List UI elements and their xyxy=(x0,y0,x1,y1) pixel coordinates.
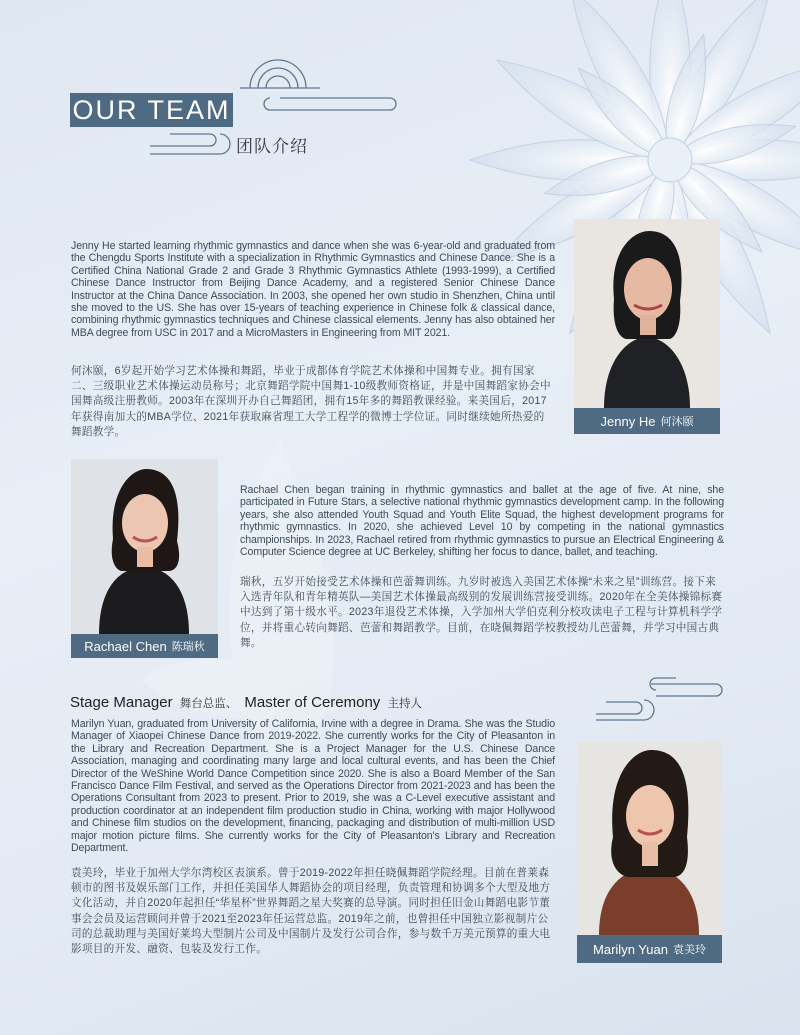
rachael-nameplate xyxy=(71,634,218,658)
role-stage-manager-cn: 舞台总监、 xyxy=(179,698,238,710)
jenny-name: Jenny He xyxy=(600,413,656,429)
stage-manager-heading xyxy=(70,694,425,711)
jenny-nameplate xyxy=(574,408,720,434)
marilyn-nameplate xyxy=(577,935,722,963)
cloud-line-decoration-bottom xyxy=(596,674,736,724)
role-master-of-ceremony: Master of Ceremony xyxy=(244,694,381,711)
marilyn-name: Marilyn Yuan xyxy=(593,941,668,957)
page-subtitle: 团队介绍 xyxy=(236,137,308,156)
marilyn-photo xyxy=(577,742,722,935)
jenny-photo xyxy=(574,219,720,408)
rachael-bio-en: Rachael Chen began training in rhythmic gymnastics and ballet at the age of five. At nine, she participated in Future Stars, a selective national rhythmic gymnastics development camp. In the following years, she also attended Youth Squad and Youth Elite Squad, the highest development programs for rhythmic gymnastics. In 2020, she achieved Level 10 by competing in the national gymnastics championships. In 2023, Rachael retired from rhythmic gymnastics to pursue an Electrical Engineering & Computer Science degree at UC Berkeley, shifting her focus to dance, ballet, and teaching. xyxy=(240,484,724,559)
rachael-photo xyxy=(71,459,218,634)
jenny-bio-en: Jenny He started learning rhythmic gymnastics and dance when she was 6-year-old and graduated from the Chengdu Sports Institute with a specialization in Rhythmic Gymnastics and Chinese Dance. She is a Certified China National Grade 2 and Grade 3 Rhythmic Gymnastics Athlete (1993-1999), a Certified Chinese Dance Instructor from Beijing Dance Academy, and a registered Senior Chinese Dance Instructor at the China Dance Association. In 2003, she opened her own studio in Shenzhen, China until she moved to the US. She has over 15-years of teaching experience in Chinese folk & classical dance, combining rhythmic gymnastics techniques and Chinese classical elements. Jenny has also obtained her MBA degree from USC in 2017 and a MicroMasters in Engineering from MIT 2021. xyxy=(71,240,555,339)
rachael-name-cn: 陈瑞秋 xyxy=(171,641,205,653)
rachael-name: Rachael Chen xyxy=(84,638,167,654)
jenny-name-cn: 何沐颐 xyxy=(660,416,694,428)
rachael-bio-cn: 瑞秋，五岁开始接受艺术体操和芭蕾舞训练。九岁时被选入美国艺术体操“未来之星”训练营。接下来入选青年队和青年精英队—美国艺术体操最高级别的发展训练营接受训练。2020年在全美体操锦标赛中达到了第十级水平。2023年退役艺术体操，入学加州大学伯克利分校攻读电子工程与计算机科学学位，并将重心转向舞蹈、芭蕾和舞蹈教学。目前，在晓佩舞蹈学校教授幼儿芭蕾舞，并学习中国古典舞。 xyxy=(240,576,723,649)
jenny-bio-cn: 何沐颐，6岁起开始学习艺术体操和舞蹈，毕业于成都体育学院艺术体操和中国舞专业。拥有国家二、三级职业艺术体操运动员称号；北京舞蹈学院中国舞1-10级教师资格证，并是中国舞蹈家协会中国舞高级注册教师。2003年在深圳开办自己舞蹈团，拥有15年多的舞蹈教课经验。来美国后，2017年获得南加大的MBA学位、2021年获取麻省理工大学工程学的微博士学位证。同时继续她所热爱的舞蹈教学。 xyxy=(71,365,551,438)
role-master-of-ceremony-cn: 主持人 xyxy=(387,698,422,710)
page-title: OUR TEAM xyxy=(70,93,233,127)
role-stage-manager: Stage Manager xyxy=(70,694,173,711)
marilyn-name-cn: 袁美玲 xyxy=(672,944,706,956)
marilyn-bio-cn: 袁美玲，毕业于加州大学尔湾校区表演系。曾于2019-2022年担任晓佩舞蹈学院经理。目前在普莱森顿市的图书及娱乐部门工作，并担任美国华人舞蹈协会的项目经理，负责管理和协调多个大型及地方文化活动，并自2020年起担任“华星杯”世界舞蹈之星大奖赛的总导演。同时担任旧金山舞蹈电影节董事会会员及运营顾问并曾于2021至2023年任运营总监。2019年之前，也曾担任中国独立影视制片公司的总裁助理与美国好莱坞大型制片公司及中国制片及发行公司合作，参与数千万美元预算的重大电影项目的开发、融资、包装及发行工作。 xyxy=(71,867,551,956)
marilyn-bio-en: Marilyn Yuan, graduated from University of California, Irvine with a degree in Drama. She was the Studio Manager of Xiaopei Chinese Dance from 2019-2022. She currently works for the City of Pleasanton in the Library and Recreation Department. She is a Project Manager for the U.S. Chinese Dance Association, managing and coordinating many large and local cultural events, and has been the Chief Director of the WeShine World Dance Competition since 2020. She is also a Board Member of the San Francisco Dance Film Festival, and served as the Operations Director from 2021-2023 and has been the Operations Consultant from 2023 to present. Prior to 2019, she was a C-Level executive assistant and production coordinator at an independent film production studio in China, working with major Hollywood and Chinese film studios on the development, financing, packaging and distribution of multi-million USD major motion picture films. She currently works for the City of Pleasanton's Library and Recreation Department. xyxy=(71,718,555,855)
